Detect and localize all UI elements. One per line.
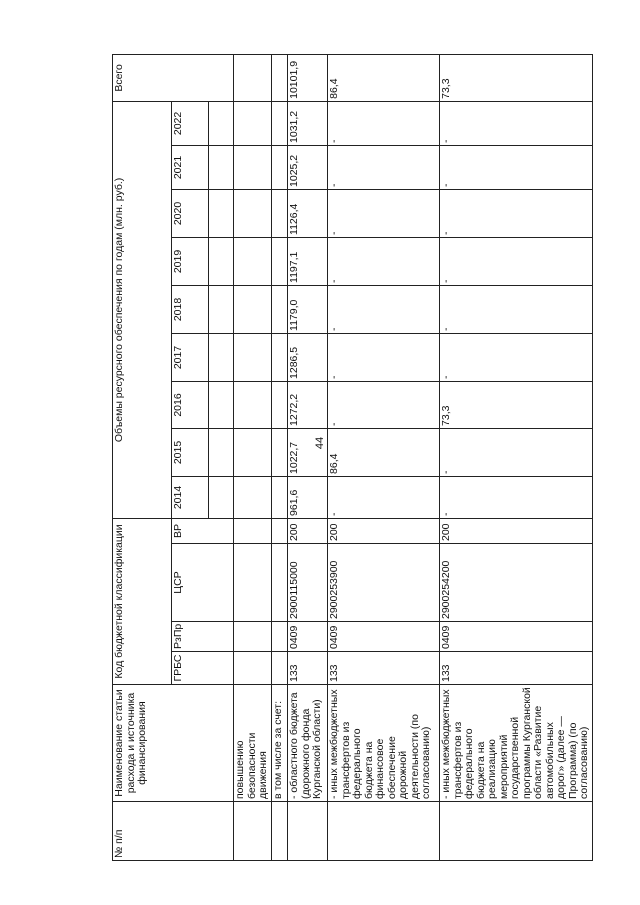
rotated-table-container bbox=[112, 55, 590, 861]
row-year-value: 1031,2 bbox=[288, 101, 328, 145]
row-year-value: - bbox=[328, 333, 440, 381]
row-year-value bbox=[272, 381, 288, 428]
row-grbs: 133 bbox=[288, 652, 328, 685]
header-code-group: Код бюджетной классификации bbox=[113, 518, 172, 684]
row-year-value: - bbox=[440, 476, 593, 518]
header-rzpr: РзПр bbox=[172, 622, 234, 652]
header-grbs: ГРБС bbox=[172, 652, 234, 685]
row-grbs bbox=[272, 652, 288, 685]
row-year-value bbox=[234, 333, 272, 381]
row-num bbox=[272, 802, 288, 861]
row-rzpr bbox=[234, 622, 272, 652]
row-year-value bbox=[234, 285, 272, 333]
header-year: 2014 bbox=[172, 476, 209, 518]
header-vr: ВР bbox=[172, 518, 234, 543]
page-number: 44 bbox=[314, 436, 326, 450]
header-empty-cell bbox=[209, 333, 234, 381]
row-grbs: 133 bbox=[328, 652, 440, 685]
row-total bbox=[234, 54, 272, 101]
row-year-value: - bbox=[440, 189, 593, 237]
row-total: 86,4 bbox=[328, 54, 440, 101]
row-year-value: - bbox=[440, 428, 593, 476]
header-name: Наименование статьи расхода и источника финансирования bbox=[113, 685, 234, 802]
row-vr: 200 bbox=[440, 518, 593, 543]
row-year-value: - bbox=[440, 333, 593, 381]
table-row bbox=[234, 54, 272, 860]
row-year-value: 1022,7 bbox=[288, 428, 328, 476]
header-year: 2019 bbox=[172, 237, 209, 285]
row-year-value: 1272,2 bbox=[288, 381, 328, 428]
row-year-value: 1286,5 bbox=[288, 333, 328, 381]
row-name: - иных межбюджетных трансфертов из федерального бюджета на реализацию мероприятий государственной программы Курганской области «Развитие автомобильных дорог» (далее — Программа) (по согласованию) bbox=[440, 685, 593, 802]
row-year-value: 1025,2 bbox=[288, 145, 328, 189]
header-year: 2020 bbox=[172, 189, 209, 237]
row-year-value bbox=[272, 145, 288, 189]
table-row bbox=[328, 54, 440, 860]
row-vr: 200 bbox=[328, 518, 440, 543]
header-year: 2022 bbox=[172, 101, 209, 145]
row-year-value: - bbox=[440, 285, 593, 333]
header-csr: ЦСР bbox=[172, 544, 234, 622]
row-year-value bbox=[272, 237, 288, 285]
row-year-value bbox=[272, 333, 288, 381]
header-empty-cell bbox=[209, 101, 234, 145]
row-year-value: - bbox=[328, 145, 440, 189]
row-grbs: 133 bbox=[440, 652, 593, 685]
row-year-value: - bbox=[328, 101, 440, 145]
row-year-value: - bbox=[328, 476, 440, 518]
row-year-value: - bbox=[328, 285, 440, 333]
header-year: 2017 bbox=[172, 333, 209, 381]
row-year-value bbox=[234, 476, 272, 518]
row-year-value: - bbox=[440, 101, 593, 145]
header-empty-cell bbox=[209, 428, 234, 476]
row-year-value bbox=[234, 381, 272, 428]
row-rzpr bbox=[272, 622, 288, 652]
row-year-value: - bbox=[328, 237, 440, 285]
row-csr: 2900115000 bbox=[288, 544, 328, 622]
header-year: 2015 bbox=[172, 428, 209, 476]
header-empty-cell bbox=[209, 476, 234, 518]
row-name: - областного бюджета (дорожного фонда Курганской области) bbox=[288, 685, 328, 802]
header-total: Всего bbox=[113, 54, 234, 101]
header-volumes-group: Объемы ресурсного обеспечения по годам (млн. руб.) bbox=[113, 101, 172, 518]
row-num bbox=[440, 802, 593, 861]
row-total: 10101,9 bbox=[288, 54, 328, 101]
row-year-value bbox=[234, 145, 272, 189]
row-rzpr: 0409 bbox=[328, 622, 440, 652]
row-year-value bbox=[234, 189, 272, 237]
row-year-value: 1126,4 bbox=[288, 189, 328, 237]
row-name: повышению безопасности движения bbox=[234, 685, 272, 802]
row-year-value: - bbox=[440, 237, 593, 285]
row-year-value: - bbox=[328, 381, 440, 428]
header-num: № п/п bbox=[113, 802, 234, 861]
row-year-value bbox=[272, 285, 288, 333]
row-vr bbox=[234, 518, 272, 543]
row-rzpr: 0409 bbox=[440, 622, 593, 652]
row-grbs bbox=[234, 652, 272, 685]
document-table-wrapper bbox=[112, 55, 590, 861]
row-year-value bbox=[234, 101, 272, 145]
row-rzpr: 0409 bbox=[288, 622, 328, 652]
row-total: 73,3 bbox=[440, 54, 593, 101]
resource-table bbox=[112, 54, 593, 861]
row-year-value: 73,3 bbox=[440, 381, 593, 428]
row-year-value bbox=[272, 476, 288, 518]
row-year-value: 1179,0 bbox=[288, 285, 328, 333]
row-num bbox=[328, 802, 440, 861]
row-name: - иных межбюджетных трансфертов из федерального бюджета на финансовое обеспечение дорожной деятельности (по согласованию) bbox=[328, 685, 440, 802]
row-year-value bbox=[272, 189, 288, 237]
header-year: 2021 bbox=[172, 145, 209, 189]
row-vr: 200 bbox=[288, 518, 328, 543]
header-empty-cell bbox=[209, 189, 234, 237]
table-row bbox=[272, 54, 288, 860]
row-csr: 2900253900 bbox=[328, 544, 440, 622]
row-year-value bbox=[272, 428, 288, 476]
row-csr bbox=[272, 544, 288, 622]
row-csr bbox=[234, 544, 272, 622]
header-empty-cell bbox=[209, 237, 234, 285]
row-year-value: 1197,1 bbox=[288, 237, 328, 285]
table-row bbox=[288, 54, 328, 860]
header-empty-cell bbox=[209, 381, 234, 428]
header-empty-cell bbox=[209, 145, 234, 189]
row-year-value bbox=[234, 237, 272, 285]
row-csr: 2900254200 bbox=[440, 544, 593, 622]
row-year-value: - bbox=[440, 145, 593, 189]
row-year-value bbox=[272, 101, 288, 145]
row-year-value: 86,4 bbox=[328, 428, 440, 476]
header-empty-cell bbox=[209, 285, 234, 333]
row-num bbox=[234, 802, 272, 861]
header-year: 2018 bbox=[172, 285, 209, 333]
row-name: в том числе за счет: bbox=[272, 685, 288, 802]
row-total bbox=[272, 54, 288, 101]
row-year-value bbox=[234, 428, 272, 476]
header-year: 2016 bbox=[172, 381, 209, 428]
row-year-value: - bbox=[328, 189, 440, 237]
row-vr bbox=[272, 518, 288, 543]
row-year-value: 961,6 bbox=[288, 476, 328, 518]
row-num bbox=[288, 802, 328, 861]
table-row bbox=[440, 54, 593, 860]
